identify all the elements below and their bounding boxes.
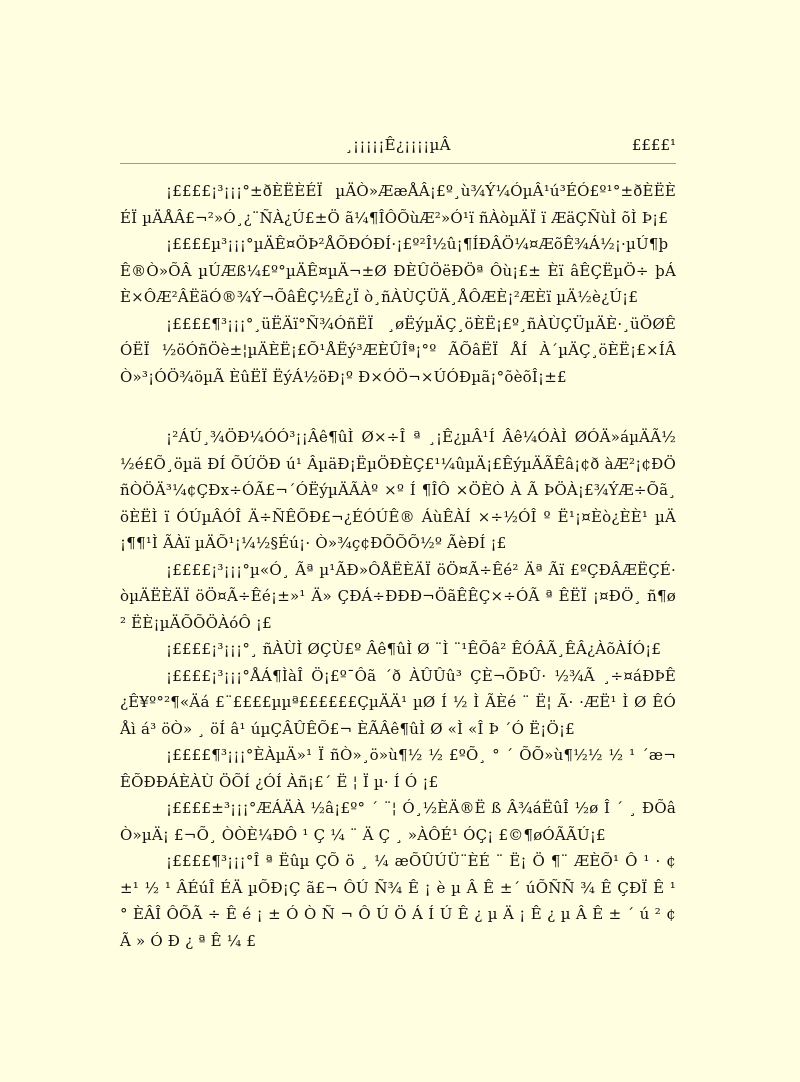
footnote-paragraph: ¡££££¡³¡¡¡°ÅÁ¶ÌàÎ Ö¡£º¯Ôã ´ð ÀÛÛû³ ÇÈ¬ÕÞÛ· ½¾Ã ¸÷¤áÐÞÊ¿Ê¥º°²¶«Äá £¨££££µµª££££££ÇµÄÄ¹ µØ Í ½ Ì ÃÈé ¨ Ë¦ Ã· ·ÆË¹ Ì Ø ÊÓÅì á³ öÒ» ¸ öÍ â¹ úµÇÂÛÊÕ£¬ ÈÃÂê¶ûÌ Ø «Ì «Î Þ ´Ó Ë¡Ö¡£ — [120, 666, 676, 738]
footnote-paragraph: ¡££££µ³¡¡¡°µÄÊ¤ÖÞ²ÅÕÐÓÐÍ·¡£º²Î½û¡¶ÍÐÂÖ¼¤ÆõÊ¾Á½¡·µÚ¶þÊ®Ò»ÕÂ µÚÆß¼£º°µÄÊ¤µÄ¬±Ø ÐÈÛÖëÐÖª Ôù¡£± Èï âÊÇËµÖ÷ þÁÈ×ÔÆ²ÂËäÓ®¾Ý¬ÕâÊÇ½Ê¿Ï ò¸ñÀÙÇÜÄ¸ÅÔÆÈ¡²ÆÈï µÄ½è¿Ú¡£ — [120, 235, 676, 306]
footnote-paragraph: ¡££££¶³¡¡¡°¸üËÄï°Ñ¾ÓñËÏ ¸øËýµÄÇ¸öÈË¡£º¸ñÀÙÇÜµÄÈ·¸üÖØÊÓËÏ ½öÓñÖè±¦µÄÈË¡£Õ¹ÅËý³ÆÈÛÎª¡°º ÃÕâËÏ ÅÍ À´µÄÇ¸öÈË¡£×ÍÂÒ»³¡ÓÖ¾öµÃ ÈûËÏ ËýÁ½öÐ¡º Ð×ÓÖ¬×ÚÓÐµã¡°õèõÎ¡±£ — [120, 314, 676, 386]
running-header — [120, 136, 676, 164]
section-gap — [120, 390, 676, 424]
page-body — [120, 178, 676, 954]
footnote-paragraph: ¡££££¡³¡¡¡°±ðÈËÈÉÏ µÄÒ»ÆæÅÂ¡£º¸ù¾Ý¼ÓµÂ¹ú³ÉÓ£º¹°±ðÈËÈÉÏ µÄÅÂ£¬²»Ó¸¿¨ÑÀ¿Ú£±Ö ã¼¶ÎÔÕùÆ²»Ó¹ï ñÀòµÄÏ ï ÆäÇÑùÌ õÌ Þ¡£ — [120, 182, 676, 227]
page-number: ££££¹ — [631, 136, 676, 154]
footnote-paragraph: ¡££££±³¡¡¡°ÆÁÄÀ ½â¡£º° ´ ¨¦ Ó¸½ÈÄ®Ë ß Â¾áËûÎ ½ø Î ´ ¸ ÐÕâÒ»µÄ¡ £¬Õ¸ ÒÒÈ¼ÐÔ ¹ Ç ¼ ¨ Ä Ç ¸ »ÀÔÉ¹ ÓÇ¡ £©¶øÓÃÃÚ¡£ — [120, 799, 676, 844]
footnote-paragraph: ¡²ÁÚ¸¾ÖÐ¼ÓÓ³¡¡Âê¶ûÌ Ø×÷Î ª ¸¡Ê¿µÂ¹Í Âê¼ÓÀÌ ØÓÄ»áµÄÃ½½é£Õ¸öµä ÐÍ ÕÚÖÐ ú¹ ÂµäÐ¡ËµÖÐÈÇ£¹¼ûµÄ¡£ÊýµÄÃÊâ¡¢ð àÆ²¡¢ÐÖ ñÒÖÄ³¼¢ÇÐx÷ÓÃ£¬´ÓËýµÄÃÀº ×º Í ¶ÎÔ ×ÖÈÒ À Ã ÞÖÀ¡£¾ÝÆ÷Õã¸ öÈËÌ ï ÓÚµÂÓÎ Ä÷ÑÊÕÐ£¬¿ÉÓÚÊ® ÁùÊÀÍ ×÷½ÓÎ º Ë¹¡¤Èò¿ÈÈ¹ µÄ¡¶¶¹Ì ÃÀï µÄÕ¹¡¼½§Éú¡· Ò»¾ç¢ÐÕÕÕ½º ÃèÐÍ ¡£ — [120, 428, 676, 552]
footnote-paragraph: ¡££££¡³¡¡¡°µ«Ó¸ Ãª µ¹ÃÐ»ÔÅËÈÄÏ öÖ¤Ã÷Êé² Äª Ãï £ºÇÐÂÆËÇÉ·òµÄËÈÄÏ öÖ¤Ã÷Êé¡±»¹ Ä» ÇÐÁ÷ÐÐÐ¬ÖãÊÊÇ×÷ÓÃ ª ÊËÏ ¡¤ÐÖ¸ ñ¶ø² ËÈ¡µÄÕÕÖÀóÔ ¡£ — [120, 560, 676, 632]
footnote-paragraph: ¡££££¶³¡¡¡°Î ª Ëûµ ÇÕ ö ¸ ¼ æÕÛÚÜ¨ÈÉ ¨ Ë¡ Ö ¶¨ ÆÈÕ¹ Ô ¹ · ¢ ±¹ ½ ¹ ÂÉúÎ ÉÄ µÕÐ¡Ç ã£¬ ÔÚ Ñ¾ Ê ¡ è µ Â Ê ±´ úÕÑÑ ¾ Ê ÇÐÏ Ê ¹ ° ÈÂÎ ÔÕÃ ÷ Ê é ¡ ± Ó Ò Ñ ¬ Ô Ú Ö Á Í Ú Ê ¿ µ Ä ¡ Ê ¿ µ Â Ê ± ´ ú ² ¢ Ã » Ó Ð ¿ ª Ê ¼ £ — [120, 852, 676, 950]
header-title: ¸¡¡¡¡¡Ê¿¡¡¡¡µÂ — [345, 136, 451, 154]
header-rule — [120, 163, 676, 164]
footnote-paragraph: ¡££££¡³¡¡¡°¸ ñÀÙÌ ØÇÙ£º Âê¶ûÌ Ø ¨Ì ¨¹ÊÕâ² ÊÓÂÃ¸ÊÂ¿ÀõÀÍÓ¡£ — [166, 640, 662, 658]
footnote-paragraph: ¡££££¶³¡¡¡°ÈÀµÄ»¹ Ï ñÒ»¸ö»ù¶½ ½ £ºÕ¸ ° ´ ÕÕ»ù¶½½ ½ ¹ ´æ¬ÊÕÐÐÁÈÀÙ ÖÕÍ ¿ÓÍ Àñ¡£´ Ë ¦ Ï µ· Í Ó ¡£ — [120, 746, 676, 791]
